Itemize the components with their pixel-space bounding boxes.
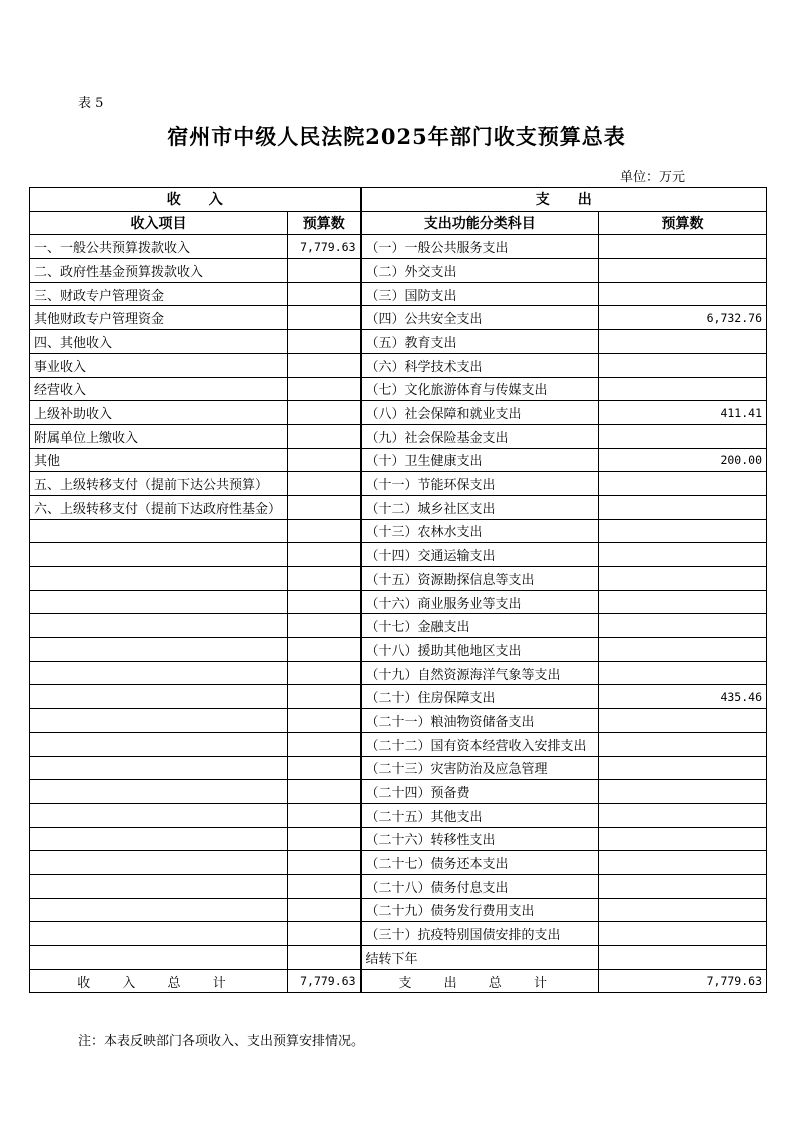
income-item-cell: 附属单位上缴收入 [30,424,288,448]
income-item-cell [30,851,288,875]
table-row [30,401,767,425]
expense-amount-cell [599,235,767,259]
income-amount-cell [288,827,361,851]
income-amount-cell [288,756,361,780]
income-item-cell [30,661,288,685]
table-row [30,614,767,638]
expense-item-cell: （十二）城乡社区支出 [361,495,599,519]
totals-row [30,969,767,993]
income-amount-cell [288,638,361,662]
expense-item-cell: （二十七）债务还本支出 [361,851,599,875]
income-amount-cell [288,590,361,614]
expense-amount-cell [599,827,767,851]
income-amount-cell [288,685,361,709]
expense-amount-cell: 411.41 [599,401,767,425]
income-item-cell [30,567,288,591]
income-amount-cell [288,472,361,496]
income-item-cell [30,803,288,827]
expense-item-cell: （十三）农林水支出 [361,519,599,543]
expense-item-cell: （十九）自然资源海洋气象等支出 [361,661,599,685]
income-amount-cell [288,448,361,472]
income-item-cell [30,638,288,662]
expense-amount-header: 预算数 [599,211,767,235]
income-amount-cell [288,282,361,306]
income-group-header: 收 入 [30,188,361,212]
expense-item-cell: （五）教育支出 [361,330,599,354]
table-row [30,306,767,330]
income-amount-cell [288,495,361,519]
expense-item-cell: （二十三）灾害防治及应急管理 [361,756,599,780]
page-title: 宿州市中级人民法院2025年部门收支预算总表 [167,124,626,149]
income-item-cell: 二、政府性基金预算拨款收入 [30,259,288,283]
income-amount-cell: 7,779.63 [288,235,361,259]
expense-amount-cell [599,756,767,780]
income-amount-cell [288,780,361,804]
expense-item-cell: （二十）住房保障支出 [361,685,599,709]
expense-amount-cell: 200.00 [599,448,767,472]
income-amount-cell [288,874,361,898]
footnote: 注：本表反映部门各项收入、支出预算安排情况。 [78,1034,365,1049]
expense-item-cell: （二十八）债务付息支出 [361,874,599,898]
expense-total-label: 支 出 总 计 [361,969,599,993]
income-amount-cell [288,898,361,922]
budget-table [29,187,767,993]
expense-amount-cell [599,590,767,614]
expense-amount-cell [599,803,767,827]
expense-item-cell: （十一）节能环保支出 [361,472,599,496]
table-row [30,330,767,354]
table-row [30,946,767,970]
expense-item-cell: （二十六）转移性支出 [361,827,599,851]
table-row [30,922,767,946]
expense-amount-cell [599,638,767,662]
expense-amount-cell [599,780,767,804]
income-item-cell [30,590,288,614]
expense-item-cell: （八）社会保障和就业支出 [361,401,599,425]
income-amount-cell [288,567,361,591]
income-amount-cell [288,543,361,567]
income-item-cell [30,922,288,946]
table-group-header [30,188,767,212]
income-amount-cell [288,330,361,354]
expense-amount-cell [599,377,767,401]
expense-item-cell: （二十二）国有资本经营收入安排支出 [361,732,599,756]
expense-item-cell: （十五）资源勘探信息等支出 [361,567,599,591]
unit-label: 单位：万元 [620,170,686,185]
expense-amount-cell [599,946,767,970]
income-amount-cell [288,519,361,543]
expense-item-cell: （十七）金融支出 [361,614,599,638]
table-row [30,780,767,804]
expense-amount-cell [599,851,767,875]
table-row [30,519,767,543]
expense-amount-cell [599,495,767,519]
income-item-cell [30,685,288,709]
expense-amount-cell: 6,732.76 [599,306,767,330]
income-item-cell: 六、上级转移支付（提前下达政府性基金） [30,495,288,519]
table-body [30,235,767,969]
table-row [30,732,767,756]
income-item-cell [30,756,288,780]
income-amount-cell [288,803,361,827]
expense-item-cell: （二十四）预备费 [361,780,599,804]
table-row [30,756,767,780]
income-item-cell [30,827,288,851]
income-total-amount: 7,779.63 [288,969,361,993]
expense-amount-cell [599,709,767,733]
income-amount-cell [288,661,361,685]
table-row [30,543,767,567]
expense-amount-cell [599,424,767,448]
income-item-cell [30,614,288,638]
expense-amount-cell [599,543,767,567]
income-amount-cell [288,614,361,638]
table-row [30,567,767,591]
expense-item-cell: （三十）抗疫特别国债安排的支出 [361,922,599,946]
income-item-cell [30,874,288,898]
expense-item-header: 支出功能分类科目 [361,211,599,235]
expense-item-cell: （十八）援助其他地区支出 [361,638,599,662]
income-amount-cell [288,946,361,970]
expense-amount-cell [599,259,767,283]
table-row [30,685,767,709]
income-item-cell [30,543,288,567]
table-row [30,638,767,662]
expense-item-cell: （二十五）其他支出 [361,803,599,827]
table-number: 表 5 [78,96,104,111]
expense-item-cell: 结转下年 [361,946,599,970]
income-amount-cell [288,377,361,401]
table-row [30,709,767,733]
expense-amount-cell [599,567,767,591]
income-item-cell [30,709,288,733]
expense-amount-cell [599,330,767,354]
table-column-header [30,211,767,235]
expense-item-cell: （二）外交支出 [361,259,599,283]
table-row [30,851,767,875]
table-row [30,803,767,827]
expense-item-cell: （一）一般公共服务支出 [361,235,599,259]
table-row [30,874,767,898]
expense-item-cell: （九）社会保险基金支出 [361,424,599,448]
income-item-cell [30,946,288,970]
table-row [30,590,767,614]
table-row [30,259,767,283]
expense-item-cell: （四）公共安全支出 [361,306,599,330]
expense-item-cell: （十六）商业服务业等支出 [361,590,599,614]
expense-item-cell: （六）科学技术支出 [361,353,599,377]
table-row [30,377,767,401]
expense-amount-cell [599,898,767,922]
expense-item-cell: （三）国防支出 [361,282,599,306]
income-item-cell: 经营收入 [30,377,288,401]
income-amount-cell [288,922,361,946]
table-row [30,495,767,519]
expense-amount-cell [599,614,767,638]
expense-item-cell: （七）文化旅游体育与传媒支出 [361,377,599,401]
income-item-cell: 五、上级转移支付（提前下达公共预算） [30,472,288,496]
table-row [30,827,767,851]
expense-amount-cell: 435.46 [599,685,767,709]
income-amount-cell [288,709,361,733]
income-amount-cell [288,732,361,756]
income-amount-cell [288,424,361,448]
expense-total-amount: 7,779.63 [599,969,767,993]
expense-amount-cell [599,732,767,756]
expense-item-cell: （二十一）粮油物资储备支出 [361,709,599,733]
income-item-header: 收入项目 [30,211,288,235]
income-amount-header: 预算数 [288,211,361,235]
expense-amount-cell [599,282,767,306]
table-row [30,353,767,377]
expense-amount-cell [599,922,767,946]
income-item-cell: 其他财政专户管理资金 [30,306,288,330]
income-amount-cell [288,353,361,377]
income-item-cell [30,732,288,756]
income-item-cell [30,898,288,922]
expense-amount-cell [599,519,767,543]
income-amount-cell [288,401,361,425]
income-item-cell: 三、财政专户管理资金 [30,282,288,306]
expense-amount-cell [599,874,767,898]
table-row [30,472,767,496]
expense-item-cell: （十四）交通运输支出 [361,543,599,567]
table-row [30,282,767,306]
expense-amount-cell [599,661,767,685]
expense-amount-cell [599,353,767,377]
expense-group-header: 支 出 [361,188,767,212]
income-item-cell: 事业收入 [30,353,288,377]
income-amount-cell [288,851,361,875]
table-row [30,235,767,259]
income-item-cell [30,519,288,543]
income-total-label: 收 入 总 计 [30,969,288,993]
expense-item-cell: （十）卫生健康支出 [361,448,599,472]
expense-item-cell: （二十九）债务发行费用支出 [361,898,599,922]
table-row [30,661,767,685]
table-row [30,898,767,922]
income-amount-cell [288,259,361,283]
income-item-cell: 一、一般公共预算拨款收入 [30,235,288,259]
table-row [30,424,767,448]
expense-amount-cell [599,472,767,496]
income-item-cell [30,780,288,804]
table-row [30,448,767,472]
income-item-cell: 四、其他收入 [30,330,288,354]
income-item-cell: 其他 [30,448,288,472]
income-amount-cell [288,306,361,330]
income-item-cell: 上级补助收入 [30,401,288,425]
